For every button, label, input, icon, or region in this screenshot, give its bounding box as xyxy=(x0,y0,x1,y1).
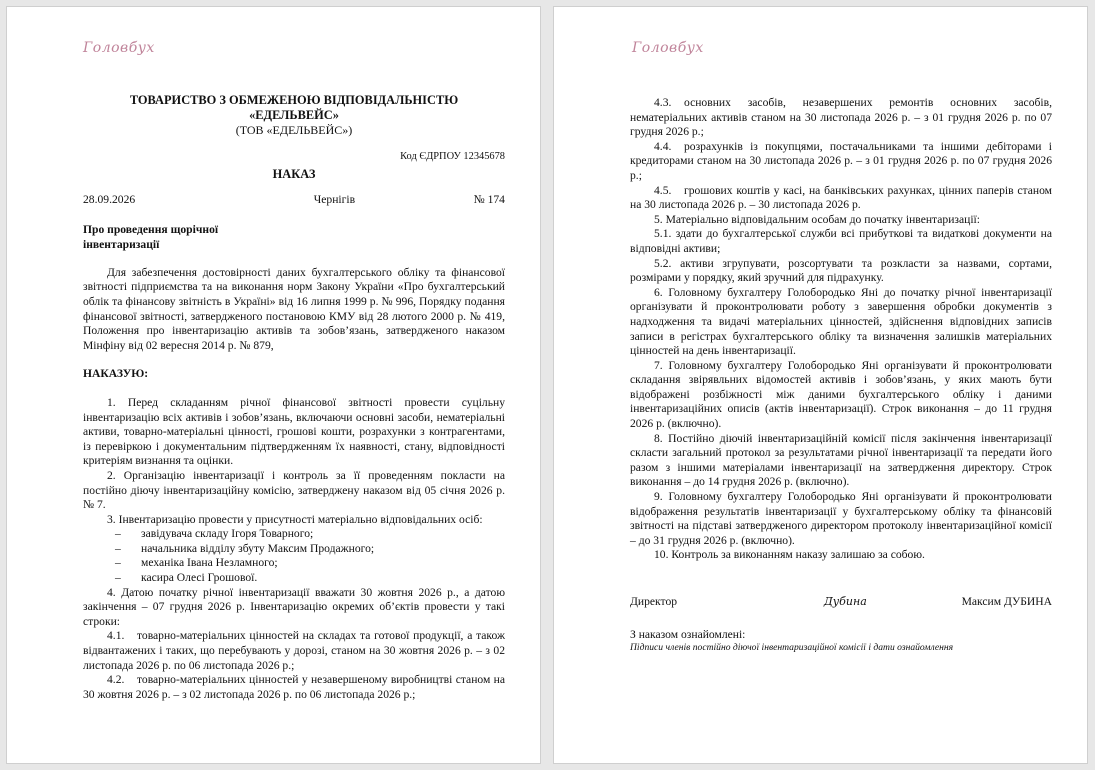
document-page-2 xyxy=(553,6,1088,764)
item-6: 6. Головному бухгалтеру Голобородько Яні до початку річної інвентаризації організувати й проконтролювати роботу з завершення обробки документів з надходження та видачі матеріальних цінностей, здійснення відповідних записів записи в регістрах бухгалтерського обліку та визначення залишків матеріальних цінностей на день інвентаризації. xyxy=(630,285,1052,358)
order-number: № 174 xyxy=(473,193,505,207)
handwritten-signature: Дубина xyxy=(823,595,867,608)
item-5: 5. Матеріально відповідальним особам до початку інвентаризації: xyxy=(654,212,980,226)
item-7: 7. Головному бухгалтеру Голобородько Яні організувати й проконтролювати складання звірявльних відомостей активів і зобов’язань, у яких мають бути відображені розбіжності між даними бухгалтерського обліку і даними інвентаризаційних описів (актів інвентаризації). Строк виконання – до 11 грудня 2026 р. (включно). xyxy=(630,358,1052,431)
page-2-content xyxy=(630,96,1052,654)
order-subject xyxy=(83,222,505,252)
company-short-name: (ТОВ «ЕДЕЛЬВЕЙС») xyxy=(235,123,353,137)
company-name-line-1: ТОВАРИСТВО З ОБМЕЖЕНОЮ ВІДПОВІДАЛЬНІСТЮ xyxy=(129,93,459,107)
order-title: НАКАЗ xyxy=(272,166,316,181)
company-name-line-2: «ЕДЕЛЬВЕЙС» xyxy=(249,108,339,122)
item-4-5: 4.5. грошових коштів у касі, на банківських рахунках, цінних паперів станом на 30 листопада 2026 р. – 30 листопада 2026 р. xyxy=(630,183,1052,212)
order-subject-line-2: інвентаризації xyxy=(83,237,160,251)
item-10: 10. Контроль за виконанням наказу залишаю за собою. xyxy=(654,548,925,562)
edrpou-code: Код ЄДРПОУ 12345678 xyxy=(400,151,505,162)
list-item: – начальника відділу збуту Максим Продажного; xyxy=(115,541,375,555)
signatory-position: Директор xyxy=(630,595,678,608)
item-5-2: 5.2. активи згрупувати, розсортувати та розкласти за назвами, сортами, розмірами у порядку, який зручний для підрахунку. xyxy=(630,256,1052,285)
item-4-1: 4.1. товарно-матеріальних цінностей на складах та готової продукції, а також відвантажених і таких, що перебувають у дорозі, станом на 30 жовтня 2026 р. – з 02 листопада 2026 р. по 06 листопада 2026 р.; xyxy=(83,629,505,672)
item-8: 8. Постійно діючій інвентаризаційній комісії після закінчення інвентаризації скласти загальний протокол за результатами річної інвентаризації та передати його разом з іншими матеріалами інвентаризації на затвердження директору. Строк виконання – до 14 грудня 2026 р. (включно). xyxy=(630,431,1052,489)
list-item: – касира Олесі Грошової. xyxy=(115,571,258,585)
item-2: 2. Організацію інвентаризації і контроль за її проведенням покласти на постійно діючу інвентаризаційну комісію, затверджену наказом від 05 січня 2026 р. № 7. xyxy=(83,468,505,512)
nakazuyu-heading: НАКАЗУЮ: xyxy=(83,367,149,381)
item-4-2: 4.2. товарно-матеріальних цінностей у незавершеному виробництві станом на 30 жовтня 2026 р. – з 02 листопада 2026 р. по 06 листопада 2026 р.; xyxy=(83,673,505,701)
item-4-3: 4.3. основних засобів, незавершених ремонтів основних засобів, нематеріальних активів станом на 30 листопада 2026 р. – з 01 грудня 2026 р. по 07 грудня 2026 р.; xyxy=(630,96,1052,139)
item-1: 1. Перед складанням річної фінансової звітності провести суцільну інвентаризацію всіх активів і зобов’язань, включаючи основні засоби, нематеріальні активи, товарно-матеріальні цінності, грошові кошти, розрахунки з контрагентами, із перевіркою і документальним підтвердженням їх наявності, стану, відповідності критеріям визнання та оцінки. xyxy=(83,395,505,468)
preamble-paragraph: Для забезпечення достовірності даних бухгалтерського обліку та фінансової звітності підприємства та на виконання норм Закону України «Про бухгалтерський облік та фінансову звітність в Україні» від 16 липня 1999 р. № 996, Порядку подання фінансової звітності, затвердженого постановою КМУ від 28 лютого 2000 р. № 419, Положення про інвентаризацію активів та зобов’язань, затвердженого наказом Мінфіну від 02 вересня 2014 р. № 879, xyxy=(83,265,505,352)
headbook-logo: Головбух xyxy=(83,40,155,56)
order-meta-row xyxy=(83,193,505,208)
list-item: – завідувача складу Ігоря Товарного; xyxy=(115,527,314,541)
order-date: 28.09.2026 xyxy=(83,193,136,207)
headbook-logo: Головбух xyxy=(632,40,704,56)
signatory-name: Максим ДУБИНА xyxy=(961,595,1052,608)
signature-row xyxy=(630,595,1052,610)
item-4: 4. Датою початку річної інвентаризації вважати 30 жовтня 2026 р., а датою закінчення – 07 грудня 2026 р. Інвентаризацію окремих об’єктів провести у такі строки: xyxy=(83,585,505,628)
order-subject-line-1: Про проведення щорічної xyxy=(83,222,219,236)
item-4-4: 4.4. розрахунків із покупцями, постачальниками та іншими дебіторами і кредиторами станом на 30 листопада 2026 р. – з 01 грудня 2026 р. по 07 грудня 2026 р.; xyxy=(630,139,1052,182)
item-3: 3. Інвентаризацію провести у присутності матеріально відповідальних осіб: xyxy=(107,512,483,526)
item-9: 9. Головному бухгалтеру Голобородько Яні організувати й проконтролювати відображення результатів інвентаризації у бухгалтерському обліку та фінансовій звітності на підставі затвердженого директором протоколу інвентаризаційної комісії – до 31 грудня 2026 р. (включно). xyxy=(630,490,1052,547)
item-5-1: 5.1. здати до бухгалтерської служби всі прибуткові та видаткові документи на відповідні активи; xyxy=(630,227,1052,255)
document-page-1 xyxy=(6,6,541,764)
acknowledgement-title: З наказом ознайомлені: xyxy=(630,627,746,641)
page-1-content xyxy=(83,93,505,702)
order-city: Чернігів xyxy=(313,193,356,207)
acknowledgement-note: Підписи членів постійно діючої інвентаризаційної комісії і дати ознайомлення xyxy=(630,642,954,654)
list-item: – механіка Івана Незламного; xyxy=(115,556,278,570)
